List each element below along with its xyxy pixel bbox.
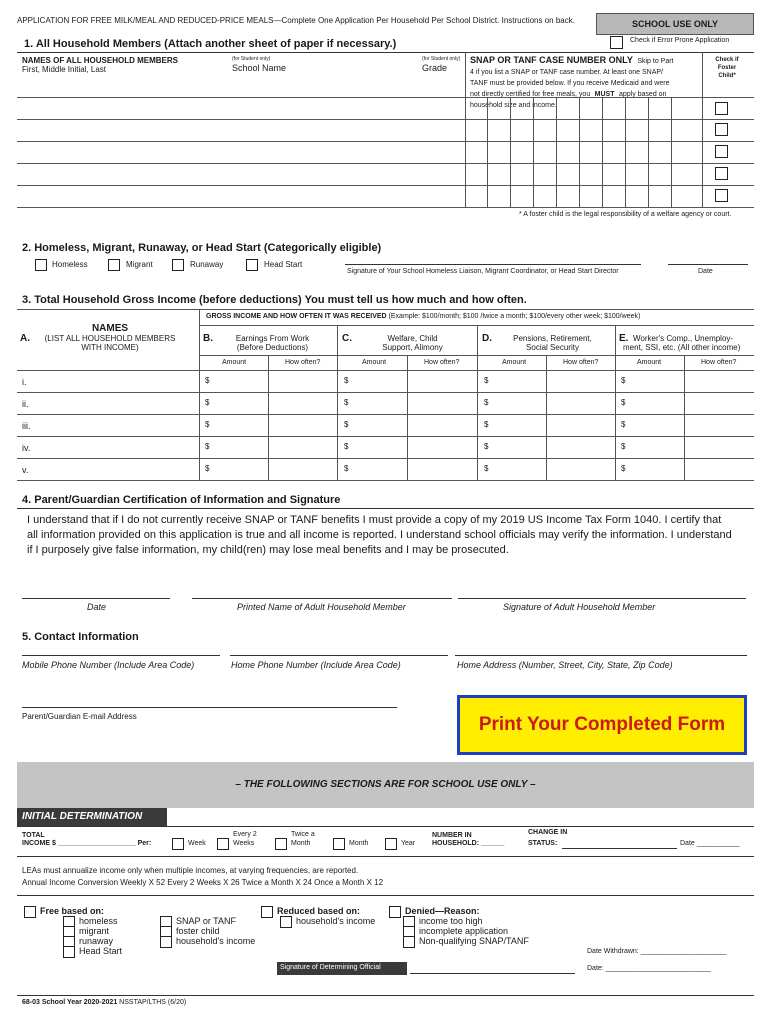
liaison-date-line[interactable]	[668, 264, 748, 265]
names-label: NAMES OF ALL HOUSEHOLD MEMBERS	[22, 56, 179, 65]
income-per-label: INCOME $ ____________________ Per:	[22, 840, 152, 847]
snap-text-d: apply based on	[618, 91, 667, 98]
dollar-sign: $	[484, 376, 489, 385]
foster-a: Check if	[715, 57, 739, 63]
snap-cell-divider	[625, 97, 626, 207]
snap-skip: Skip to Part	[637, 58, 674, 65]
liaison-signature-label: Signature of Your School Homeless Liaison, Migrant Coordinator, or Head Start Director	[347, 268, 619, 275]
foster-checkbox[interactable]	[715, 145, 728, 158]
how-often-label: How often?	[701, 359, 737, 366]
snap-text-c: not directly certified for free meals, you	[470, 91, 591, 98]
home-address-label: Home Address (Number, Street, City, State, Zip Code)	[457, 660, 673, 670]
migrant-checkbox[interactable]	[108, 259, 120, 271]
member-row-line	[17, 163, 754, 164]
homeless-label: Homeless	[52, 260, 88, 269]
school-use-banner	[17, 762, 754, 808]
email-line[interactable]	[22, 707, 397, 708]
snap-text-e: household size and income.	[470, 102, 557, 109]
snap-label: SNAP OR TANF CASE NUMBER ONLY	[470, 55, 633, 65]
dollar-sign: $	[484, 398, 489, 407]
twice-month-checkbox[interactable]	[275, 838, 287, 850]
dollar-sign: $	[621, 442, 626, 451]
dollar-sign: $	[344, 420, 349, 429]
initial-rule	[17, 826, 754, 827]
section4-rule	[17, 508, 754, 509]
col-c-2: Support, Alimony	[382, 343, 443, 352]
gross-bold: GROSS INCOME AND HOW OFTEN IT WAS RECEIVED	[206, 313, 387, 320]
income-row-label: i.	[22, 377, 27, 387]
col-a-sub1: (LIST ALL HOUSEHOLD MEMBERS	[44, 334, 176, 343]
free-head-start-checkbox[interactable]	[63, 946, 75, 958]
gross-income-caption	[206, 313, 640, 320]
income-rule	[17, 856, 754, 857]
section3-heading: 3. Total Household Gross Income (before deductions) You must tell us how much and how often.	[22, 294, 527, 306]
leas-note: LEAs must annualize income only when multiple incomes, at varying frequencies, are reported.	[22, 866, 359, 875]
snap-cell-divider	[533, 97, 534, 207]
dollar-sign: $	[621, 420, 626, 429]
snap-text-b: TANF must be provided below. If you receive Medicaid and were	[470, 80, 670, 87]
school-name-label: School Name	[232, 63, 287, 73]
error-prone-checkbox[interactable]	[610, 36, 623, 49]
free-head-start-label: Head Start	[79, 946, 123, 956]
migrant-label: Migrant	[126, 260, 153, 269]
dollar-sign: $	[344, 398, 349, 407]
income-col-divider	[684, 355, 685, 480]
income-col-divider	[615, 325, 616, 480]
every2weeks-checkbox[interactable]	[217, 838, 229, 850]
date-withdrawn-label: Date Withdrawn: ______________________	[587, 948, 727, 955]
member-row-line	[17, 207, 754, 208]
free-label: Free based on:	[40, 906, 105, 916]
dollar-sign: $	[205, 376, 210, 385]
income-row-label: iii.	[22, 421, 31, 431]
income-col-divider	[199, 309, 200, 480]
col-e-header	[623, 334, 753, 352]
snap-must: MUST	[594, 91, 615, 98]
year-label: Year	[401, 840, 416, 847]
amount-label: Amount	[502, 359, 527, 366]
names-sub: First, Middle Initial, Last	[22, 65, 107, 74]
foster-child-label: foster child	[176, 926, 220, 936]
footer-rule	[17, 995, 754, 996]
twice-month-label: Month	[291, 840, 311, 847]
home-phone-label: Home Phone Number (Include Area Code)	[231, 660, 401, 670]
cert-date-line[interactable]	[22, 598, 170, 599]
income-row-line	[17, 414, 754, 415]
home-phone-line[interactable]	[230, 655, 448, 656]
weeks-label: Weeks	[233, 840, 255, 847]
certification-text	[27, 513, 757, 558]
school-use-header	[596, 13, 754, 35]
official-date-label: Date: ___________________________	[587, 965, 711, 972]
dollar-sign: $	[484, 420, 489, 429]
week-label: Week	[188, 840, 206, 847]
household-income-checkbox[interactable]	[160, 936, 172, 948]
mobile-phone-line[interactable]	[22, 655, 220, 656]
home-address-line[interactable]	[455, 655, 747, 656]
col-b-header	[215, 334, 330, 352]
how-often-label: How often?	[563, 359, 599, 366]
certification-line: all information provided on this application is true and all income is reported. I understand school officials may verify the information. I understand	[27, 529, 732, 541]
income-col-divider	[268, 355, 269, 480]
col-a-sub2: WITH INCOME)	[81, 343, 139, 352]
liaison-date-label: Date	[698, 268, 713, 275]
gross-example: (Example: $100/month; $100 /twice a month; $100/every other week; $100/week)	[388, 313, 641, 320]
income-row-line	[17, 436, 754, 437]
free-runaway-label: runaway	[79, 936, 114, 946]
initial-determination-label: INITIAL DETERMINATION	[22, 811, 143, 822]
col-c-letter: C.	[342, 333, 352, 344]
number-in-label: NUMBER IN	[432, 832, 472, 839]
amount-label: Amount	[362, 359, 387, 366]
snap-tanf-label: SNAP or TANF	[176, 916, 237, 926]
free-migrant-label: migrant	[79, 926, 110, 936]
printed-name-line[interactable]	[192, 598, 452, 599]
dollar-sign: $	[621, 376, 626, 385]
dollar-sign: $	[344, 376, 349, 385]
status-label: STATUS:	[528, 840, 558, 847]
col-e-2: ment, SSI, etc. (All other income)	[623, 343, 741, 352]
how-often-label: How often?	[285, 359, 321, 366]
dollar-sign: $	[205, 398, 210, 407]
conversion-note: Annual Income Conversion Weekly X 52 Every 2 Weeks X 26 Twice a Month X 24 Once a Month X 12	[22, 878, 384, 887]
member-row-line	[17, 119, 754, 120]
income-col-divider	[546, 355, 547, 480]
dollar-sign: $	[484, 464, 489, 473]
snap-cell-divider	[648, 97, 649, 207]
dollar-sign: $	[621, 464, 626, 473]
dollar-sign: $	[621, 398, 626, 407]
certification-line: I understand that if I do not currently receive SNAP or TANF benefits I must provide a copy of my 2019 US Income Tax Form 1040. I certify that	[27, 514, 722, 526]
col-b-1: Earnings From Work	[235, 334, 310, 343]
dollar-sign: $	[484, 442, 489, 451]
how-often-label: How often?	[424, 359, 460, 366]
email-label: Parent/Guardian E-mail Address	[22, 712, 137, 721]
member-row-line	[17, 141, 754, 142]
runaway-checkbox[interactable]	[172, 259, 184, 271]
foster-checkbox[interactable]	[715, 167, 728, 180]
member-row-line	[17, 185, 754, 186]
col-b-2: (Before Deductions)	[236, 343, 309, 352]
determining-official-tab	[277, 962, 407, 975]
snap-text-a: 4 if you list a SNAP or TANF case number. At least one SNAP/	[470, 69, 663, 76]
grade-label: Grade	[422, 63, 448, 73]
every2-label: Every 2	[233, 831, 257, 838]
cert-date-label: Date	[87, 602, 107, 612]
col-d-header	[495, 334, 610, 352]
household-count-label: HOUSEHOLD: ______	[432, 840, 505, 847]
snap-cell-divider	[602, 97, 603, 207]
snap-cell-divider	[579, 97, 580, 207]
section1-col-divider	[465, 52, 466, 207]
dollar-sign: $	[344, 464, 349, 473]
col-e-letter: E.	[619, 333, 629, 344]
income-row-label: ii.	[22, 399, 29, 409]
foster-col-divider	[702, 52, 703, 207]
income-row-line	[17, 392, 754, 393]
homeless-checkbox[interactable]	[35, 259, 47, 271]
print-form-label: Print Your Completed Form	[478, 714, 726, 735]
liaison-signature-line[interactable]	[345, 264, 641, 265]
head-start-label: Head Start	[264, 260, 303, 269]
reduced-label: Reduced based on:	[277, 906, 361, 916]
status-date-label: Date ___________	[680, 840, 740, 847]
month-checkbox[interactable]	[333, 838, 345, 850]
income-col-divider	[407, 355, 408, 480]
income-row-line	[17, 458, 754, 459]
foster-note: * A foster child is the legal responsibility of a welfare agency or court.	[519, 211, 732, 218]
denied-checkbox[interactable]	[389, 906, 401, 918]
printed-name-label: Printed Name of Adult Household Member	[237, 602, 406, 612]
income-table-top	[17, 309, 754, 310]
foster-checkbox[interactable]	[715, 123, 728, 136]
dollar-sign: $	[205, 420, 210, 429]
col-a-title: NAMES	[91, 323, 129, 334]
footer-nsstap: NSSTAP/LTHS (6/20)	[119, 999, 187, 1006]
income-too-high-label: income too high	[419, 916, 483, 926]
col-d-1: Pensions, Retirement,	[513, 334, 592, 343]
snap-cell-divider	[671, 97, 672, 207]
income-row-label: iv.	[22, 443, 31, 453]
adult-signature-line[interactable]	[458, 598, 746, 599]
print-form-button[interactable]	[457, 695, 747, 755]
amount-label: Amount	[222, 359, 247, 366]
error-prone-label: Check if Error Prone Application	[630, 37, 730, 44]
section1-rule	[17, 52, 754, 53]
foster-c: Child*	[718, 73, 736, 79]
certification-line: if I purposely give false information, my child(ren) may lose meal benefits and I may be prosecuted.	[27, 544, 509, 556]
section5-heading: 5. Contact Information	[22, 631, 139, 643]
col-b-letter: B.	[203, 333, 213, 344]
income-row-label: v.	[22, 465, 29, 475]
member-row-line	[17, 97, 754, 98]
twice-a-label: Twice a	[291, 831, 315, 838]
footer-code: 68-03 School Year 2020-2021	[22, 999, 118, 1006]
month-label: Month	[349, 840, 369, 847]
mobile-phone-label: Mobile Phone Number (Include Area Code)	[22, 660, 195, 670]
foster-checkbox[interactable]	[715, 102, 728, 115]
school-use-banner-text: – THE FOLLOWING SECTIONS ARE FOR SCHOOL USE ONLY –	[235, 779, 536, 790]
section2-heading: 2. Homeless, Migrant, Runaway, or Head Start (Categorically eligible)	[22, 242, 382, 254]
school-note: (for Student only)	[232, 56, 271, 62]
snap-instructions	[470, 55, 700, 110]
determination-rule	[17, 895, 754, 896]
runaway-label: Runaway	[190, 260, 224, 269]
col-c-header	[355, 334, 470, 352]
determining-official-label: Signature of Determining Official	[280, 964, 381, 971]
grade-note: (for Student only)	[422, 56, 461, 62]
foster-checkbox[interactable]	[715, 189, 728, 202]
head-start-checkbox[interactable]	[246, 259, 258, 271]
snap-cell-divider	[510, 97, 511, 207]
official-signature-line[interactable]	[410, 973, 575, 974]
adult-signature-label: Signature of Adult Household Member	[503, 602, 656, 612]
non-qualifying-checkbox[interactable]	[403, 936, 415, 948]
week-checkbox[interactable]	[172, 838, 184, 850]
snap-cell-divider	[556, 97, 557, 207]
dollar-sign: $	[205, 442, 210, 451]
foster-header	[707, 56, 747, 80]
dollar-sign: $	[205, 464, 210, 473]
footer-text	[22, 999, 186, 1006]
free-checkbox[interactable]	[24, 906, 36, 918]
reduced-income-checkbox[interactable]	[280, 916, 292, 928]
section4-heading: 4. Parent/Guardian Certification of Information and Signature	[22, 494, 341, 506]
dollar-sign: $	[344, 442, 349, 451]
amount-label: Amount	[637, 359, 662, 366]
school-use-label: SCHOOL USE ONLY	[631, 19, 719, 29]
col-a-letter: A.	[20, 333, 30, 344]
denied-label: Denied—Reason:	[405, 906, 480, 916]
initial-determination-tab	[17, 808, 167, 826]
status-line[interactable]	[562, 848, 677, 849]
reduced-income-label: household's income	[296, 916, 376, 926]
non-qualifying-label: Non-qualifying SNAP/TANF	[419, 936, 529, 946]
free-homeless-label: homeless	[79, 916, 118, 926]
total-label: TOTAL	[22, 832, 45, 839]
col-e-1: Worker's Comp., Unemploy-	[633, 334, 734, 343]
form-title: APPLICATION FOR FREE MILK/MEAL AND REDUCED-PRICE MEALS—Complete One Application Per Household Per School District. Instructions on back.	[17, 16, 575, 25]
year-checkbox[interactable]	[385, 838, 397, 850]
income-col-divider	[337, 325, 338, 480]
household-income-label: household's income	[176, 936, 256, 946]
foster-b: Foster	[717, 65, 737, 71]
col-d-letter: D.	[482, 333, 492, 344]
incomplete-app-label: incomplete application	[419, 926, 509, 936]
col-d-2: Social Security	[526, 343, 579, 352]
col-a-header	[35, 323, 185, 352]
change-in-label: CHANGE IN	[528, 829, 568, 836]
reduced-checkbox[interactable]	[261, 906, 273, 918]
col-c-1: Welfare, Child	[387, 334, 438, 343]
income-row-line	[17, 370, 754, 371]
income-col-divider	[477, 325, 478, 480]
snap-cell-divider	[487, 97, 488, 207]
income-row-line	[17, 480, 754, 481]
section1-heading: 1. All Household Members (Attach another sheet of paper if necessary.)	[24, 38, 397, 50]
